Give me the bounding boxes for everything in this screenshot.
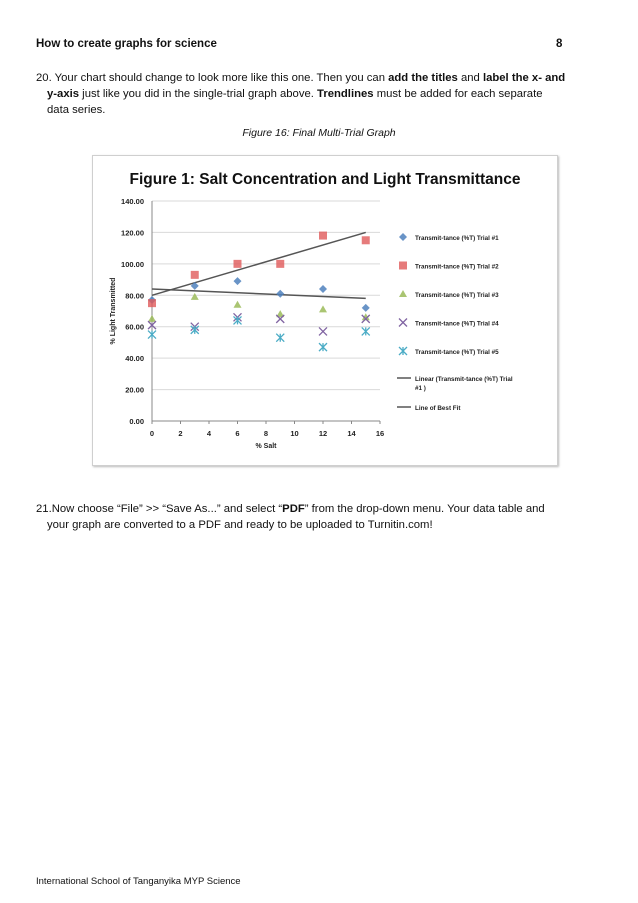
data-point-trial-1 <box>319 285 327 293</box>
data-point-trial-2 <box>362 236 370 244</box>
scatter-chart <box>93 156 557 465</box>
x-tick-label: 16 <box>375 429 385 438</box>
legend-label-trendline-1-cont: #1 ) <box>415 385 426 392</box>
data-point-trial-1 <box>362 304 370 312</box>
legend-marker-trial-3 <box>399 290 407 297</box>
data-point-trial-5 <box>319 343 327 351</box>
data-point-trial-2 <box>276 260 284 268</box>
data-point-trial-3 <box>319 305 327 312</box>
y-tick-label: 120.00 <box>121 228 144 238</box>
data-point-trial-1 <box>234 277 242 285</box>
page-header-title: How to create graphs for science <box>36 38 217 50</box>
x-tick-label: 12 <box>318 429 328 438</box>
step-21-paragraph: 21.Now choose “File” >> “Save As...” and select “PDF” from the drop-down menu. Your data table and your graph are converted to a PDF and ready to be uploaded to Turnitin.com! <box>36 503 545 531</box>
data-point-trial-2 <box>148 299 156 307</box>
x-tick-label: 6 <box>235 429 240 438</box>
y-tick-label: 80.00 <box>125 291 144 301</box>
chart-title: Figure 1: Salt Concentration and Light Transmittance <box>129 171 521 188</box>
y-tick-label: 60.00 <box>125 322 144 332</box>
data-point-trial-2 <box>319 232 327 240</box>
legend-label-trendline-1: Linear (Transmit-tance (%T) Trial <box>415 376 513 383</box>
x-tick-label: 2 <box>178 429 183 438</box>
legend-marker-trial-1 <box>399 233 407 241</box>
figure-caption: Figure 16: Final Multi-Trial Graph <box>242 127 396 139</box>
step-number: 20. <box>36 72 52 84</box>
x-tick-label: 0 <box>149 429 155 438</box>
x-tick-label: 14 <box>347 429 356 438</box>
legend-label-trial-2: Transmit-tance (%T) Trial #2 <box>415 263 499 271</box>
legend-marker-trial-2 <box>399 262 407 270</box>
y-tick-label: 140.00 <box>121 197 144 206</box>
step-number: 21. <box>36 503 52 515</box>
y-tick-label: 100.00 <box>121 259 144 269</box>
legend-marker-trial-4 <box>399 319 407 327</box>
y-tick-label: 20.00 <box>125 385 144 395</box>
data-point-trial-5 <box>148 331 156 339</box>
data-point-trial-2 <box>234 260 242 268</box>
x-axis-label: % Salt <box>255 443 277 450</box>
legend-label-trial-3: Transmit-tance (%T) Trial #3 <box>415 292 499 299</box>
legend-label-trial-5: Transmit-tance (%T) Trial #5 <box>415 349 499 356</box>
legend-marker-trial-5 <box>399 347 407 355</box>
data-point-trial-2 <box>191 271 199 279</box>
page-footer: International School of Tanganyika MYP Science <box>36 876 241 887</box>
y-tick-label: 40.00 <box>125 354 144 364</box>
step-20-paragraph: 20. Your chart should change to look more like this one. Then you can add the titles and label the x- and y-axis just like you did in the single-trial graph above. Trendlines must be added for each separate data series. <box>36 72 566 116</box>
legend-label-trial-1: Transmit-tance (%T) Trial #1 <box>415 235 499 242</box>
data-point-trial-1 <box>276 290 284 298</box>
data-point-trial-4 <box>319 327 327 335</box>
x-tick-label: 4 <box>206 429 212 438</box>
chart-figure <box>92 155 558 466</box>
x-tick-label: 10 <box>290 429 299 438</box>
data-point-trial-3 <box>234 301 242 308</box>
legend-label-trial-4: Transmit-tance (%T) Trial #4 <box>415 320 499 328</box>
data-point-trial-5 <box>276 334 284 342</box>
y-axis-label: % Light Transmitted <box>110 277 117 345</box>
trendline-1 <box>152 289 366 298</box>
data-point-trial-3 <box>191 293 199 300</box>
data-point-trial-5 <box>362 327 370 335</box>
legend-label-trendline-2: Line of Best Fit <box>415 405 461 412</box>
page-number: 8 <box>556 38 563 50</box>
data-point-trial-3 <box>148 315 156 322</box>
x-tick-label: 8 <box>263 429 269 438</box>
y-tick-label: 0.00 <box>129 417 144 426</box>
